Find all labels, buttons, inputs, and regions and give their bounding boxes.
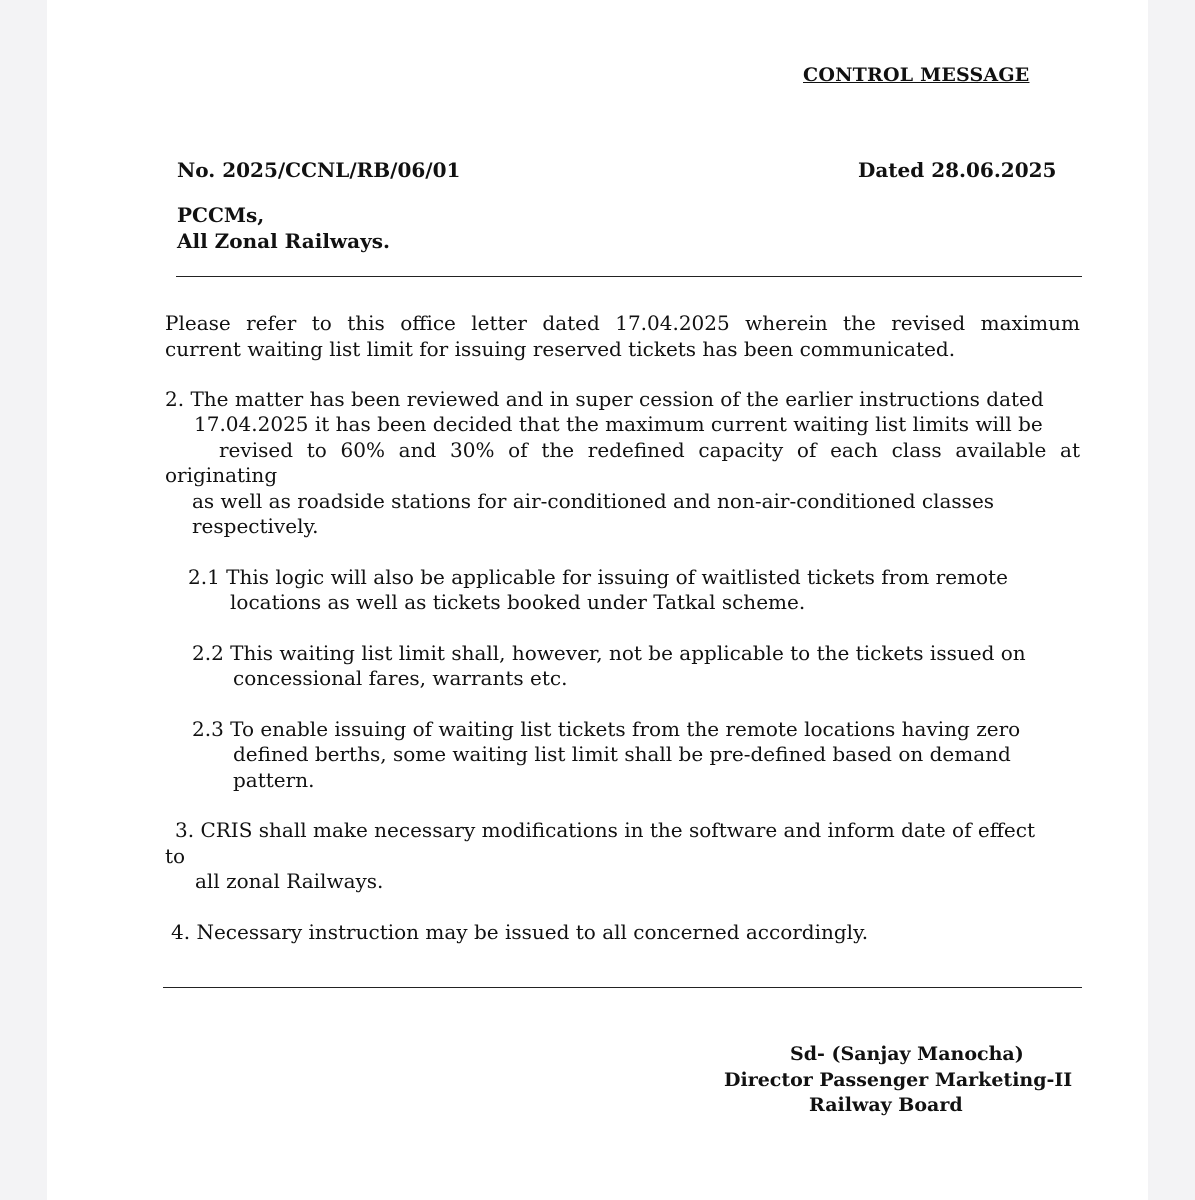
document-page <box>47 0 1148 1200</box>
para-2-line-6: respectively. <box>192 514 319 538</box>
para-2-3-line-2: defined berths, some waiting list limit shall be pre-defined based on demand <box>233 742 1011 766</box>
para-2-3-line-3: pattern. <box>233 768 315 792</box>
para-3-line-2: to <box>165 844 186 868</box>
para-4-line-1: 4. Necessary instruction may be issued to all concerned accordingly. <box>171 920 869 944</box>
para-3-line-1: 3. CRIS shall make necessary modifications in the software and inform date of effect <box>175 818 1035 842</box>
para-2-1-line-1: 2.1 This logic will also be applicable for issuing of waitlisted tickets from remote <box>188 565 1008 589</box>
footer-divider <box>163 987 1082 988</box>
header-divider <box>176 276 1082 277</box>
para-2-1-line-2: locations as well as tickets booked under Tatkal scheme. <box>230 590 806 614</box>
para-2-2-line-1: 2.2 This waiting list limit shall, however, not be applicable to the tickets issued on <box>192 641 1026 665</box>
intro-line-1: Please refer to this office letter dated 17.04.2025 wherein the revised maximum <box>165 311 1080 335</box>
addressee-line-1: PCCMs, <box>177 203 265 227</box>
para-2-line-2: 17.04.2025 it has been decided that the maximum current waiting list limits will be <box>194 412 1043 436</box>
intro-line-2: current waiting list limit for issuing reserved tickets has been communicated. <box>165 337 956 361</box>
para-2-line-1: 2. The matter has been reviewed and in super cession of the earlier instructions dated <box>165 387 1044 411</box>
document-date: Dated 28.06.2025 <box>858 158 1057 182</box>
reference-number: No. 2025/CCNL/RB/06/01 <box>177 158 461 182</box>
document-title: CONTROL MESSAGE <box>803 64 1030 86</box>
para-2-line-3: revised to 60% and 30% of the redefined capacity of each class available at <box>219 438 1080 462</box>
signature-name: Sd- (Sanjay Manocha) <box>790 1043 1024 1065</box>
signature-designation: Director Passenger Marketing-II <box>724 1069 1073 1091</box>
para-2-line-4: originating <box>165 463 278 487</box>
para-2-line-5: as well as roadside stations for air-conditioned and non-air-conditioned classes <box>192 489 995 513</box>
signature-office: Railway Board <box>809 1094 963 1116</box>
addressee-line-2: All Zonal Railways. <box>177 229 390 253</box>
para-3-line-3: all zonal Railways. <box>195 869 384 893</box>
para-2-3-line-1: 2.3 To enable issuing of waiting list tickets from the remote locations having zero <box>192 717 1021 741</box>
para-2-2-line-2: concessional fares, warrants etc. <box>233 666 568 690</box>
